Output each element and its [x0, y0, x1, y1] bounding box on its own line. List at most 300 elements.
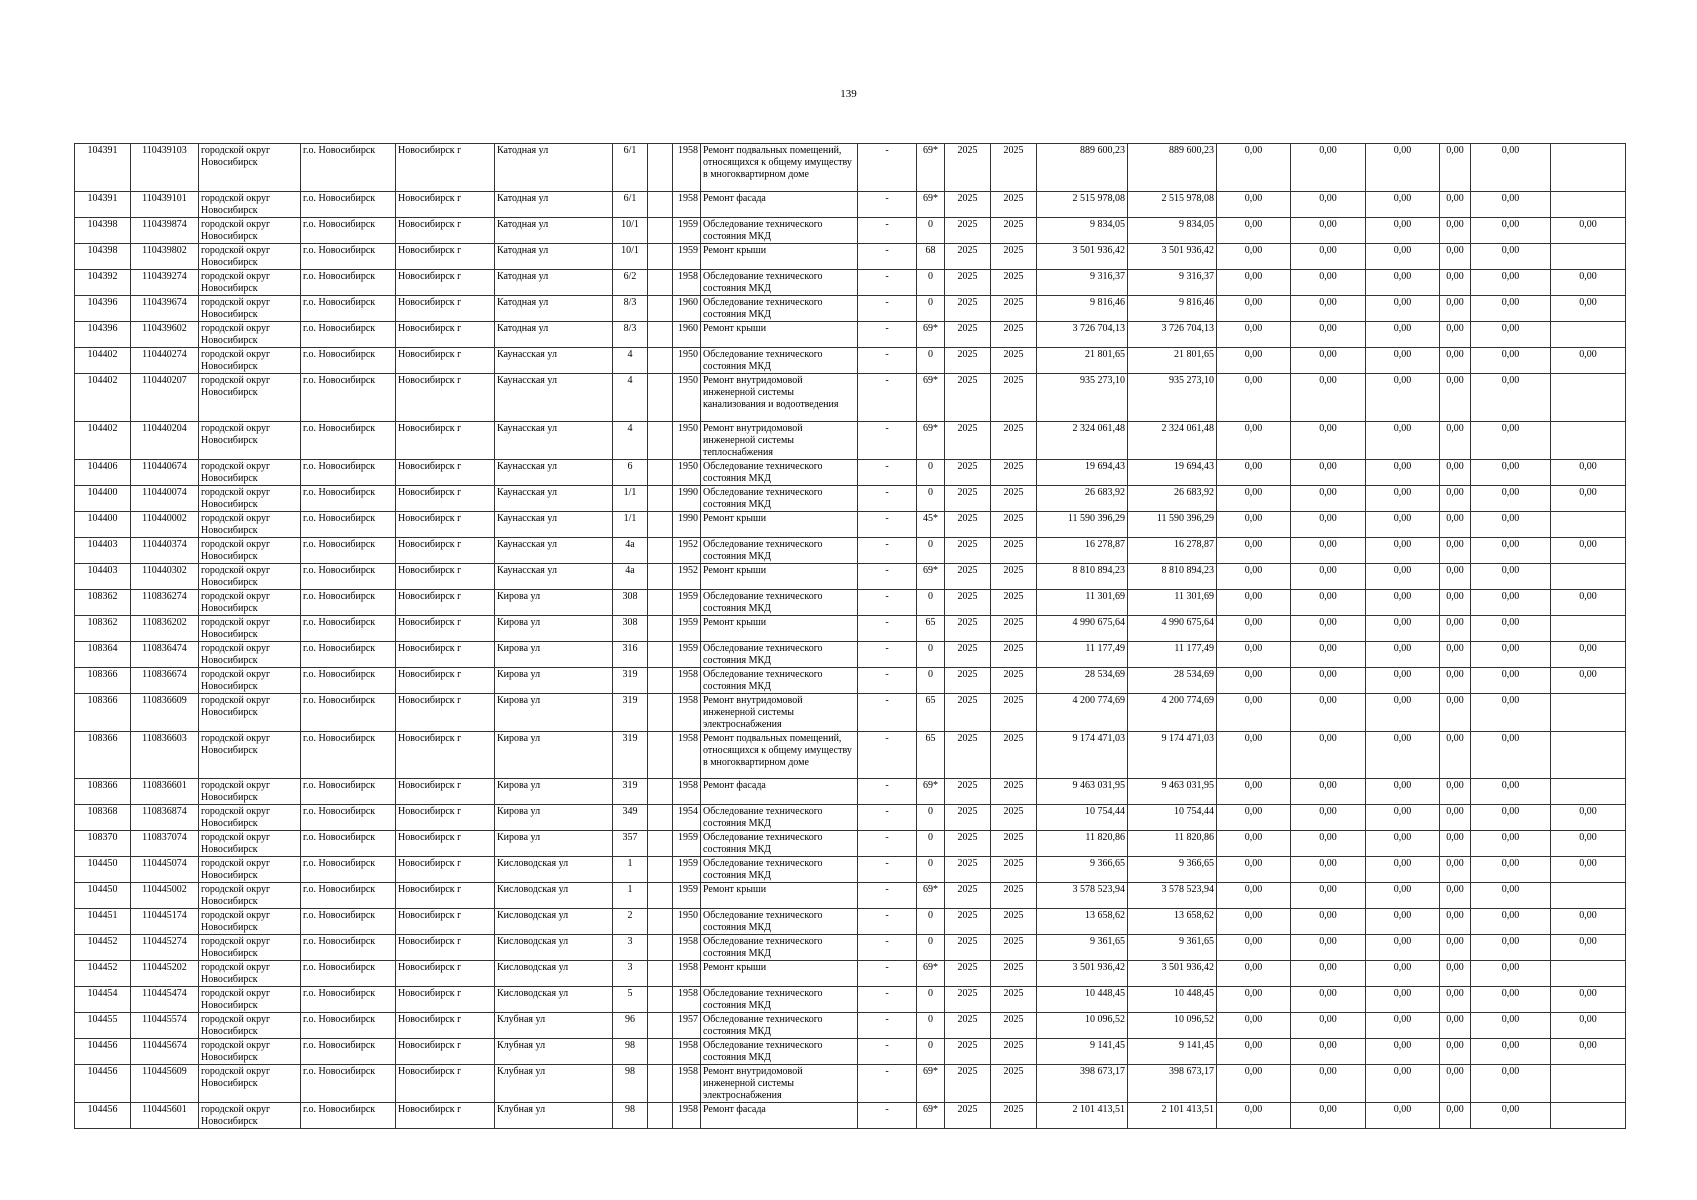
empty-cell	[648, 421, 673, 459]
row-id: 104396	[75, 295, 131, 321]
table-row	[75, 511, 1626, 537]
value-3: 0,00	[1366, 347, 1440, 373]
build-year: 1958	[673, 731, 701, 779]
dash-cell: -	[858, 667, 917, 693]
object-code: 110440204	[131, 421, 199, 459]
value-1: 0,00	[1217, 641, 1291, 667]
wear-value: 0	[917, 1039, 945, 1065]
fund-amount: 10 754,44	[1128, 805, 1217, 831]
empty-cell	[648, 779, 673, 805]
build-year: 1959	[673, 831, 701, 857]
district: городской округ Новосибирск	[199, 217, 301, 243]
row-id: 108370	[75, 831, 131, 857]
value-4: 0,00	[1440, 373, 1471, 421]
work-type: Ремонт крыши	[701, 563, 858, 589]
value-3: 0,00	[1366, 511, 1440, 537]
city: Новосибирск г	[396, 321, 495, 347]
wear-value: 0	[917, 589, 945, 615]
work-type: Обследование технического состояния МКД	[701, 459, 858, 485]
row-id: 104455	[75, 1013, 131, 1039]
municipality: г.о. Новосибирск	[301, 641, 396, 667]
value-2: 0,00	[1291, 667, 1366, 693]
table-row	[75, 1065, 1626, 1103]
row-id: 108368	[75, 805, 131, 831]
object-code: 110836274	[131, 589, 199, 615]
object-code: 110445609	[131, 1065, 199, 1103]
value-3: 0,00	[1366, 667, 1440, 693]
value-2: 0,00	[1291, 563, 1366, 589]
table-row	[75, 731, 1626, 779]
street: Кирова ул	[495, 641, 613, 667]
district: городской округ Новосибирск	[199, 731, 301, 779]
house-number: 319	[613, 667, 648, 693]
city: Новосибирск г	[396, 935, 495, 961]
value-4: 0,00	[1440, 243, 1471, 269]
city: Новосибирск г	[396, 909, 495, 935]
year-to: 2025	[991, 831, 1037, 857]
municipality: г.о. Новосибирск	[301, 243, 396, 269]
value-6	[1551, 731, 1626, 779]
build-year: 1958	[673, 961, 701, 987]
year-to: 2025	[991, 511, 1037, 537]
value-3: 0,00	[1366, 987, 1440, 1013]
house-number: 4	[613, 421, 648, 459]
build-year: 1959	[673, 217, 701, 243]
wear-value: 69*	[917, 373, 945, 421]
year-from: 2025	[945, 373, 991, 421]
house-number: 1	[613, 857, 648, 883]
municipality: г.о. Новосибирск	[301, 987, 396, 1013]
work-type: Обследование технического состояния МКД	[701, 857, 858, 883]
row-id: 104398	[75, 243, 131, 269]
value-3: 0,00	[1366, 459, 1440, 485]
municipality: г.о. Новосибирск	[301, 1039, 396, 1065]
district: городской округ Новосибирск	[199, 935, 301, 961]
build-year: 1959	[673, 615, 701, 641]
street: Каунасская ул	[495, 347, 613, 373]
build-year: 1990	[673, 511, 701, 537]
district: городской округ Новосибирск	[199, 693, 301, 731]
value-2: 0,00	[1291, 641, 1366, 667]
value-3: 0,00	[1366, 191, 1440, 217]
municipality: г.о. Новосибирск	[301, 731, 396, 779]
wear-value: 69*	[917, 144, 945, 192]
value-2: 0,00	[1291, 269, 1366, 295]
value-1: 0,00	[1217, 1103, 1291, 1129]
district: городской округ Новосибирск	[199, 191, 301, 217]
fund-amount: 2 515 978,08	[1128, 191, 1217, 217]
year-from: 2025	[945, 537, 991, 563]
dash-cell: -	[858, 144, 917, 192]
object-code: 110440074	[131, 485, 199, 511]
district: городской округ Новосибирск	[199, 485, 301, 511]
table-row	[75, 589, 1626, 615]
street: Кисловодская ул	[495, 961, 613, 987]
municipality: г.о. Новосибирск	[301, 909, 396, 935]
municipality: г.о. Новосибирск	[301, 857, 396, 883]
dash-cell: -	[858, 321, 917, 347]
table-row	[75, 537, 1626, 563]
value-4: 0,00	[1440, 563, 1471, 589]
value-6	[1551, 191, 1626, 217]
fund-amount: 2 101 413,51	[1128, 1103, 1217, 1129]
work-type: Обследование технического состояния МКД	[701, 295, 858, 321]
row-id: 104454	[75, 987, 131, 1013]
value-2: 0,00	[1291, 347, 1366, 373]
house-number: 3	[613, 935, 648, 961]
table-row	[75, 615, 1626, 641]
year-to: 2025	[991, 347, 1037, 373]
dash-cell: -	[858, 243, 917, 269]
object-code: 110440207	[131, 373, 199, 421]
dash-cell: -	[858, 1103, 917, 1129]
empty-cell	[648, 615, 673, 641]
value-6	[1551, 779, 1626, 805]
year-to: 2025	[991, 909, 1037, 935]
object-code: 110439274	[131, 269, 199, 295]
fund-amount: 9 366,65	[1128, 857, 1217, 883]
row-id: 104402	[75, 421, 131, 459]
value-6: 0,00	[1551, 589, 1626, 615]
year-from: 2025	[945, 589, 991, 615]
dash-cell: -	[858, 589, 917, 615]
build-year: 1958	[673, 987, 701, 1013]
value-2: 0,00	[1291, 191, 1366, 217]
value-2: 0,00	[1291, 1065, 1366, 1103]
fund-amount: 8 810 894,23	[1128, 563, 1217, 589]
street: Клубная ул	[495, 1013, 613, 1039]
city: Новосибирск г	[396, 217, 495, 243]
wear-value: 68	[917, 243, 945, 269]
table-row	[75, 693, 1626, 731]
empty-cell	[648, 987, 673, 1013]
total-cost: 28 534,69	[1037, 667, 1128, 693]
year-from: 2025	[945, 857, 991, 883]
object-code: 110439602	[131, 321, 199, 347]
municipality: г.о. Новосибирск	[301, 459, 396, 485]
dash-cell: -	[858, 779, 917, 805]
value-1: 0,00	[1217, 321, 1291, 347]
value-4: 0,00	[1440, 693, 1471, 731]
table-row	[75, 347, 1626, 373]
value-6: 0,00	[1551, 1013, 1626, 1039]
value-6	[1551, 563, 1626, 589]
total-cost: 19 694,43	[1037, 459, 1128, 485]
value-3: 0,00	[1366, 1039, 1440, 1065]
wear-value: 0	[917, 641, 945, 667]
table-row	[75, 295, 1626, 321]
wear-value: 69*	[917, 961, 945, 987]
value-3: 0,00	[1366, 615, 1440, 641]
value-6	[1551, 693, 1626, 731]
value-2: 0,00	[1291, 909, 1366, 935]
value-4: 0,00	[1440, 935, 1471, 961]
dash-cell: -	[858, 909, 917, 935]
city: Новосибирск г	[396, 459, 495, 485]
dash-cell: -	[858, 805, 917, 831]
year-from: 2025	[945, 321, 991, 347]
fund-amount: 3 578 523,94	[1128, 883, 1217, 909]
value-6: 0,00	[1551, 295, 1626, 321]
year-from: 2025	[945, 563, 991, 589]
object-code: 110836202	[131, 615, 199, 641]
work-type: Обследование технического состояния МКД	[701, 935, 858, 961]
empty-cell	[648, 537, 673, 563]
value-1: 0,00	[1217, 615, 1291, 641]
year-to: 2025	[991, 779, 1037, 805]
city: Новосибирск г	[396, 883, 495, 909]
value-4: 0,00	[1440, 961, 1471, 987]
value-3: 0,00	[1366, 144, 1440, 192]
dash-cell: -	[858, 831, 917, 857]
empty-cell	[648, 693, 673, 731]
value-3: 0,00	[1366, 373, 1440, 421]
municipality: г.о. Новосибирск	[301, 373, 396, 421]
build-year: 1959	[673, 641, 701, 667]
wear-value: 69*	[917, 1065, 945, 1103]
year-from: 2025	[945, 421, 991, 459]
street: Каунасская ул	[495, 563, 613, 589]
wear-value: 0	[917, 831, 945, 857]
build-year: 1952	[673, 563, 701, 589]
table-row	[75, 144, 1626, 192]
total-cost: 11 177,49	[1037, 641, 1128, 667]
district: городской округ Новосибирск	[199, 1065, 301, 1103]
fund-amount: 9 463 031,95	[1128, 779, 1217, 805]
value-3: 0,00	[1366, 805, 1440, 831]
empty-cell	[648, 1013, 673, 1039]
district: городской округ Новосибирск	[199, 1013, 301, 1039]
year-from: 2025	[945, 459, 991, 485]
build-year: 1959	[673, 857, 701, 883]
total-cost: 9 316,37	[1037, 269, 1128, 295]
table-row	[75, 563, 1626, 589]
row-id: 108362	[75, 589, 131, 615]
empty-cell	[648, 347, 673, 373]
value-2: 0,00	[1291, 373, 1366, 421]
municipality: г.о. Новосибирск	[301, 144, 396, 192]
value-5: 0,00	[1471, 667, 1551, 693]
empty-cell	[648, 909, 673, 935]
table-row	[75, 935, 1626, 961]
house-number: 98	[613, 1039, 648, 1065]
value-4: 0,00	[1440, 144, 1471, 192]
table-row	[75, 243, 1626, 269]
district: городской округ Новосибирск	[199, 831, 301, 857]
work-type: Ремонт крыши	[701, 321, 858, 347]
value-4: 0,00	[1440, 831, 1471, 857]
value-2: 0,00	[1291, 987, 1366, 1013]
value-4: 0,00	[1440, 217, 1471, 243]
wear-value: 69*	[917, 321, 945, 347]
row-id: 104450	[75, 883, 131, 909]
total-cost: 3 726 704,13	[1037, 321, 1128, 347]
wear-value: 0	[917, 347, 945, 373]
value-3: 0,00	[1366, 779, 1440, 805]
wear-value: 65	[917, 615, 945, 641]
municipality: г.о. Новосибирск	[301, 589, 396, 615]
house-number: 4а	[613, 563, 648, 589]
value-2: 0,00	[1291, 805, 1366, 831]
value-5: 0,00	[1471, 805, 1551, 831]
row-id: 104391	[75, 144, 131, 192]
dash-cell: -	[858, 459, 917, 485]
build-year: 1958	[673, 269, 701, 295]
object-code: 110445002	[131, 883, 199, 909]
fund-amount: 935 273,10	[1128, 373, 1217, 421]
build-year: 1950	[673, 909, 701, 935]
value-3: 0,00	[1366, 243, 1440, 269]
total-cost: 26 683,92	[1037, 485, 1128, 511]
object-code: 110836874	[131, 805, 199, 831]
build-year: 1952	[673, 537, 701, 563]
value-5: 0,00	[1471, 831, 1551, 857]
object-code: 110439874	[131, 217, 199, 243]
value-5: 0,00	[1471, 693, 1551, 731]
house-number: 96	[613, 1013, 648, 1039]
wear-value: 69*	[917, 779, 945, 805]
work-type: Ремонт фасада	[701, 779, 858, 805]
empty-cell	[648, 295, 673, 321]
city: Новосибирск г	[396, 1013, 495, 1039]
total-cost: 9 366,65	[1037, 857, 1128, 883]
object-code: 110837074	[131, 831, 199, 857]
wear-value: 69*	[917, 563, 945, 589]
dash-cell: -	[858, 731, 917, 779]
dash-cell: -	[858, 857, 917, 883]
wear-value: 0	[917, 909, 945, 935]
value-1: 0,00	[1217, 909, 1291, 935]
value-6: 0,00	[1551, 217, 1626, 243]
value-6	[1551, 144, 1626, 192]
year-from: 2025	[945, 667, 991, 693]
value-1: 0,00	[1217, 935, 1291, 961]
fund-amount: 9 816,46	[1128, 295, 1217, 321]
municipality: г.о. Новосибирск	[301, 347, 396, 373]
municipality: г.о. Новосибирск	[301, 421, 396, 459]
city: Новосибирск г	[396, 347, 495, 373]
value-5: 0,00	[1471, 589, 1551, 615]
city: Новосибирск г	[396, 589, 495, 615]
total-cost: 11 590 396,29	[1037, 511, 1128, 537]
street: Кисловодская ул	[495, 935, 613, 961]
value-3: 0,00	[1366, 731, 1440, 779]
city: Новосибирск г	[396, 421, 495, 459]
table-row	[75, 883, 1626, 909]
build-year: 1958	[673, 191, 701, 217]
work-type: Обследование технического состояния МКД	[701, 831, 858, 857]
value-6: 0,00	[1551, 667, 1626, 693]
object-code: 110440274	[131, 347, 199, 373]
work-type: Обследование технического состояния МКД	[701, 909, 858, 935]
build-year: 1950	[673, 421, 701, 459]
object-code: 110836609	[131, 693, 199, 731]
city: Новосибирск г	[396, 987, 495, 1013]
value-2: 0,00	[1291, 144, 1366, 192]
value-1: 0,00	[1217, 191, 1291, 217]
year-from: 2025	[945, 641, 991, 667]
value-6: 0,00	[1551, 1039, 1626, 1065]
city: Новосибирск г	[396, 731, 495, 779]
value-2: 0,00	[1291, 1013, 1366, 1039]
wear-value: 0	[917, 295, 945, 321]
dash-cell: -	[858, 961, 917, 987]
object-code: 110439101	[131, 191, 199, 217]
row-id: 104396	[75, 321, 131, 347]
work-type: Ремонт фасада	[701, 191, 858, 217]
value-3: 0,00	[1366, 537, 1440, 563]
value-3: 0,00	[1366, 909, 1440, 935]
table-row	[75, 421, 1626, 459]
value-1: 0,00	[1217, 805, 1291, 831]
empty-cell	[648, 269, 673, 295]
work-type: Обследование технического состояния МКД	[701, 485, 858, 511]
municipality: г.о. Новосибирск	[301, 1103, 396, 1129]
value-6: 0,00	[1551, 641, 1626, 667]
total-cost: 16 278,87	[1037, 537, 1128, 563]
value-3: 0,00	[1366, 831, 1440, 857]
table-row	[75, 1039, 1626, 1065]
city: Новосибирск г	[396, 537, 495, 563]
value-4: 0,00	[1440, 321, 1471, 347]
municipality: г.о. Новосибирск	[301, 883, 396, 909]
work-type: Обследование технического состояния МКД	[701, 347, 858, 373]
year-from: 2025	[945, 1065, 991, 1103]
row-id: 104406	[75, 459, 131, 485]
total-cost: 3 578 523,94	[1037, 883, 1128, 909]
build-year: 1959	[673, 589, 701, 615]
repair-program-table	[74, 143, 1626, 1129]
object-code: 110440002	[131, 511, 199, 537]
value-5: 0,00	[1471, 935, 1551, 961]
value-6: 0,00	[1551, 537, 1626, 563]
value-2: 0,00	[1291, 589, 1366, 615]
value-2: 0,00	[1291, 485, 1366, 511]
value-5: 0,00	[1471, 1065, 1551, 1103]
fund-amount: 9 174 471,03	[1128, 731, 1217, 779]
value-6	[1551, 1065, 1626, 1103]
street: Катодная ул	[495, 321, 613, 347]
total-cost: 10 448,45	[1037, 987, 1128, 1013]
value-6: 0,00	[1551, 805, 1626, 831]
street: Каунасская ул	[495, 373, 613, 421]
value-1: 0,00	[1217, 831, 1291, 857]
empty-cell	[648, 243, 673, 269]
empty-cell	[648, 961, 673, 987]
table-row	[75, 373, 1626, 421]
municipality: г.о. Новосибирск	[301, 667, 396, 693]
empty-cell	[648, 641, 673, 667]
fund-amount: 19 694,43	[1128, 459, 1217, 485]
house-number: 2	[613, 909, 648, 935]
table-row	[75, 1103, 1626, 1129]
municipality: г.о. Новосибирск	[301, 1065, 396, 1103]
row-id: 104450	[75, 857, 131, 883]
year-from: 2025	[945, 191, 991, 217]
value-2: 0,00	[1291, 693, 1366, 731]
value-4: 0,00	[1440, 987, 1471, 1013]
empty-cell	[648, 485, 673, 511]
value-5: 0,00	[1471, 217, 1551, 243]
street: Клубная ул	[495, 1065, 613, 1103]
value-5: 0,00	[1471, 615, 1551, 641]
total-cost: 2 515 978,08	[1037, 191, 1128, 217]
house-number: 6/1	[613, 144, 648, 192]
row-id: 108364	[75, 641, 131, 667]
fund-amount: 10 096,52	[1128, 1013, 1217, 1039]
year-to: 2025	[991, 217, 1037, 243]
value-4: 0,00	[1440, 805, 1471, 831]
